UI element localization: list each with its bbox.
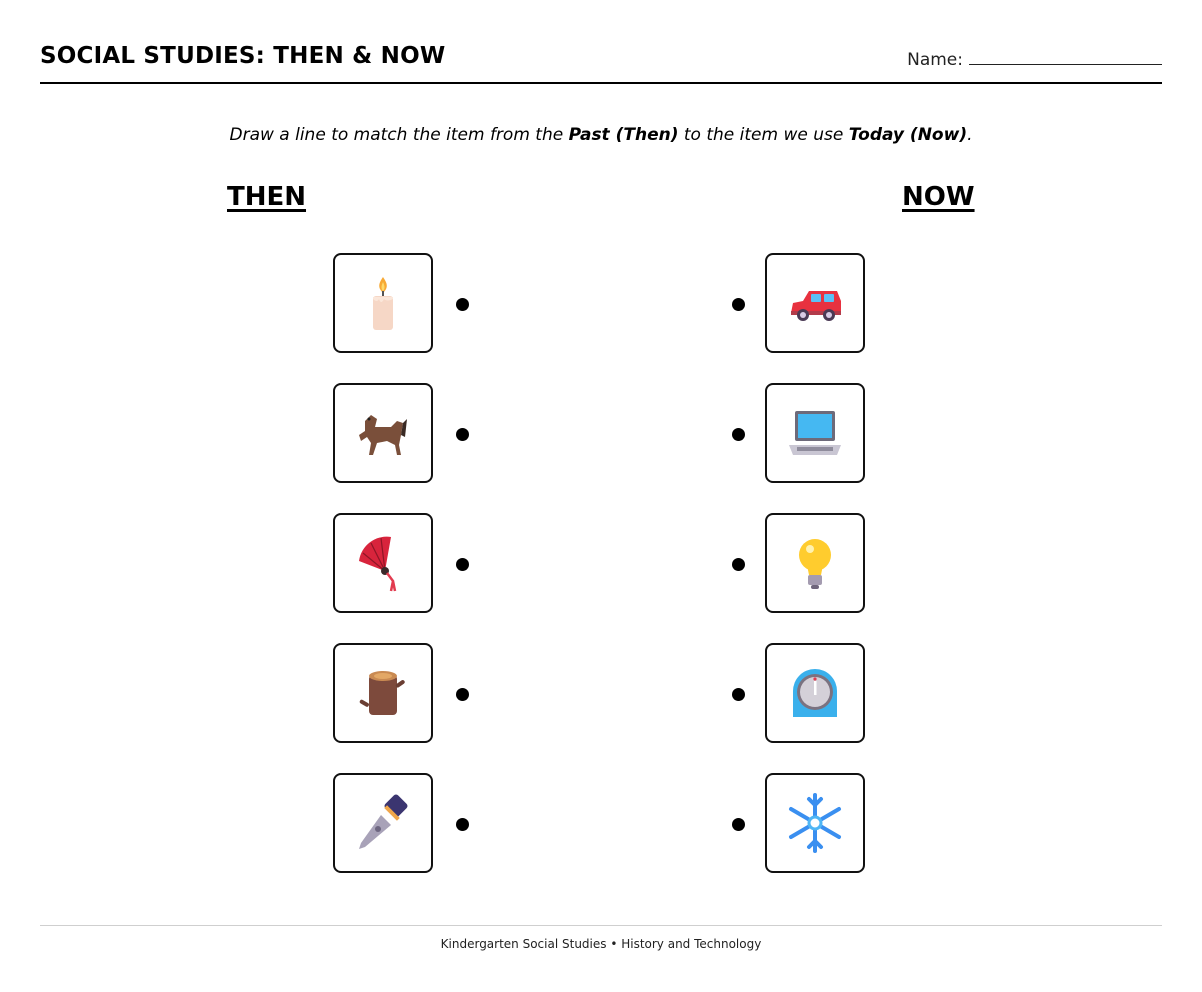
- car-icon: [783, 271, 847, 335]
- light-bulb-icon: [783, 531, 847, 595]
- instructions-text-2: to the item we use: [678, 125, 849, 145]
- then-heading: THEN: [227, 182, 307, 212]
- footer-divider: [40, 925, 1162, 926]
- worksheet-header: [40, 40, 1162, 84]
- footer-text: Kindergarten Social Studies • History and Technology: [440, 937, 762, 951]
- now-card-timer: [765, 643, 865, 743]
- then-dot-3[interactable]: [456, 558, 469, 571]
- snowflake-icon: [783, 791, 847, 855]
- then-card-horse: [333, 383, 433, 483]
- now-card-car: [765, 253, 865, 353]
- instructions: [0, 125, 1202, 145]
- then-dot-1[interactable]: [456, 298, 469, 311]
- name-label: Name:: [907, 50, 963, 70]
- instructions-today: Today (Now): [848, 125, 968, 145]
- then-card-fan: [333, 513, 433, 613]
- now-dot-1[interactable]: [732, 298, 745, 311]
- now-card-snowflake: [765, 773, 865, 873]
- now-card-laptop: [765, 383, 865, 483]
- now-dot-5[interactable]: [732, 818, 745, 831]
- now-card-bulb: [765, 513, 865, 613]
- then-card-pen: [333, 773, 433, 873]
- now-heading: NOW: [902, 182, 975, 212]
- instructions-past: Past (Then): [568, 125, 679, 145]
- worksheet-title: SOCIAL STUDIES: THEN & NOW: [40, 43, 446, 69]
- instructions-text-1: Draw a line to match the item from the: [229, 125, 569, 145]
- then-dot-4[interactable]: [456, 688, 469, 701]
- name-field[interactable]: [907, 50, 1162, 70]
- now-dot-4[interactable]: [732, 688, 745, 701]
- horse-icon: [351, 401, 415, 465]
- timer-clock-icon: [783, 661, 847, 725]
- hand-fan-icon: [351, 531, 415, 595]
- name-blank-line[interactable]: [969, 50, 1162, 65]
- fountain-pen-nib-icon: [351, 791, 415, 855]
- instructions-text-3: .: [967, 125, 973, 145]
- laptop-icon: [783, 401, 847, 465]
- now-dot-2[interactable]: [732, 428, 745, 441]
- wood-log-icon: [351, 661, 415, 725]
- now-dot-3[interactable]: [732, 558, 745, 571]
- then-card-log: [333, 643, 433, 743]
- then-card-candle: [333, 253, 433, 353]
- then-dot-2[interactable]: [456, 428, 469, 441]
- candle-icon: [351, 271, 415, 335]
- then-dot-5[interactable]: [456, 818, 469, 831]
